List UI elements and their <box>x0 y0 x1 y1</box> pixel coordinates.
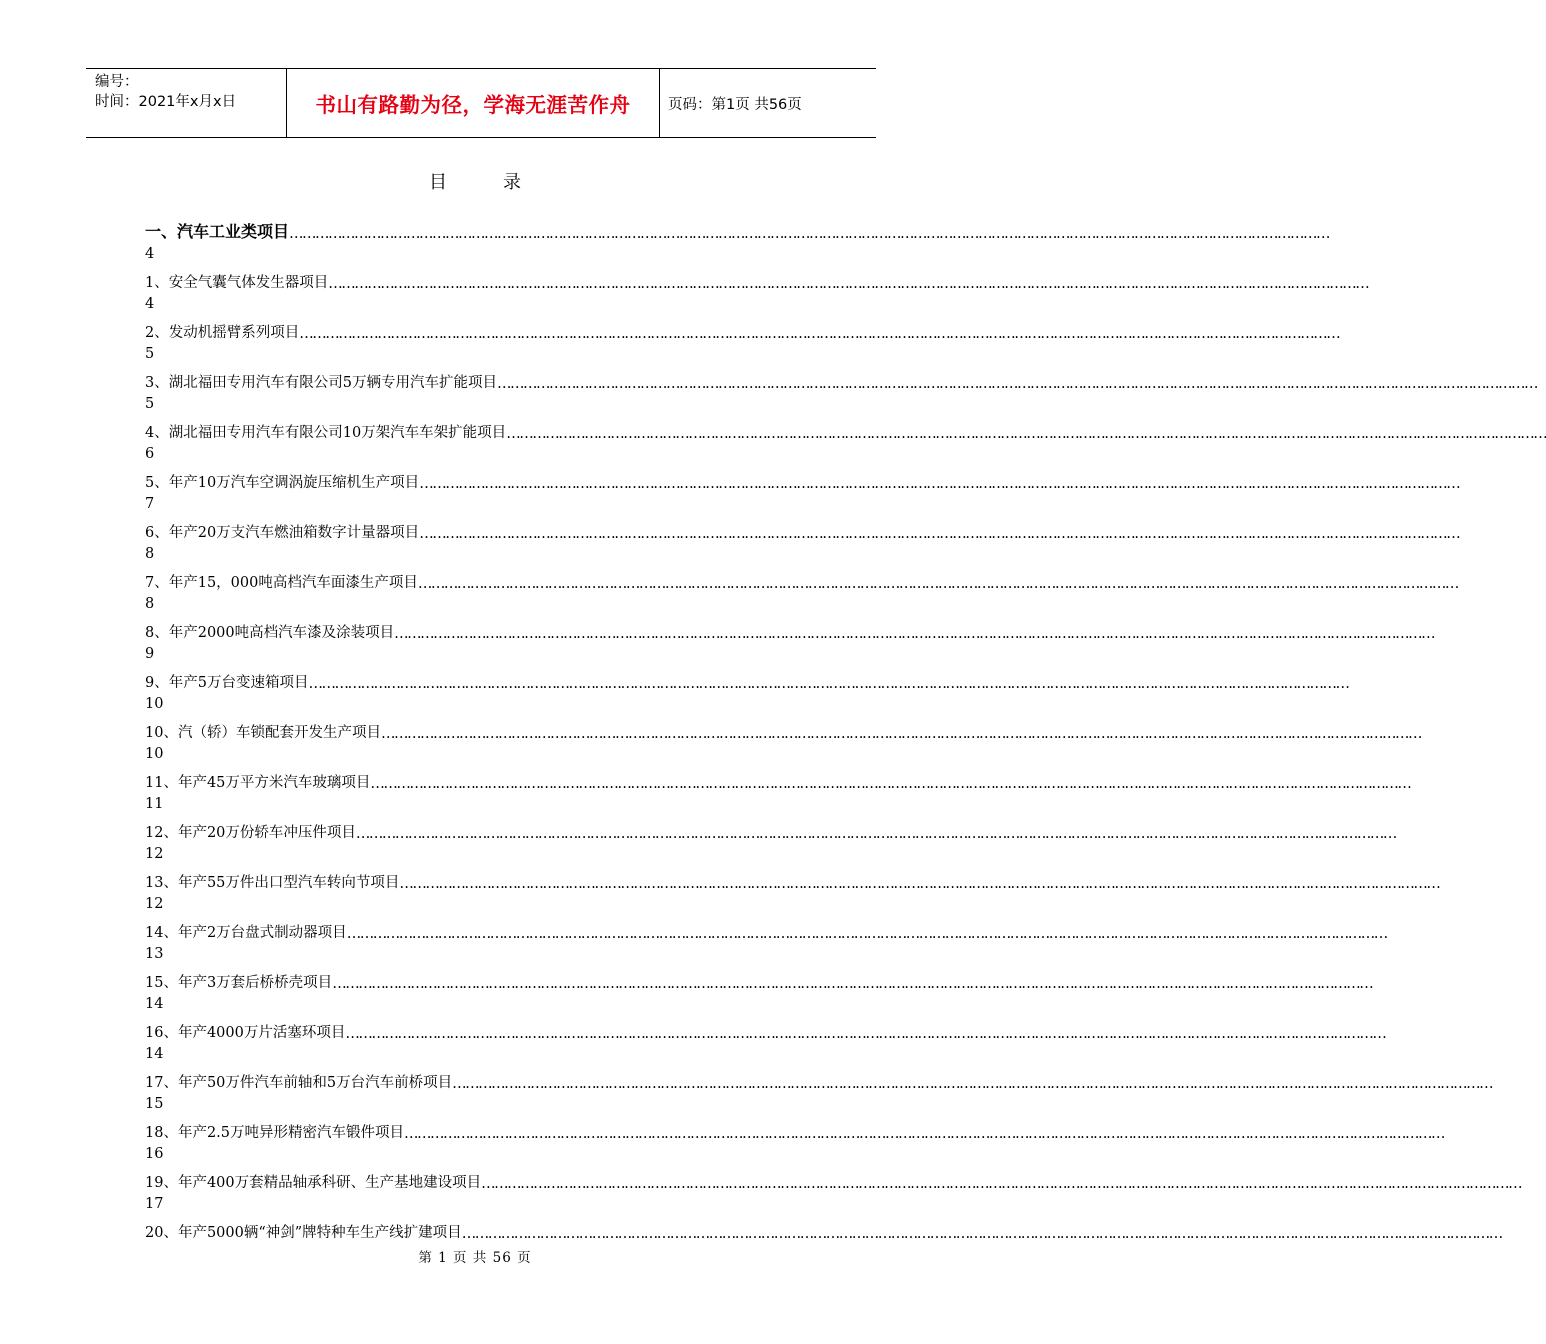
toc-leader-dots: …………………………………………………………………………………………………………………………………………………………………………………………………………………… <box>308 676 1349 692</box>
toc-entry-label: 1、安全气囊气体发生器项目 <box>145 275 329 291</box>
toc-entry-page: 9 <box>145 646 155 662</box>
toc-entry[interactable] <box>145 317 1340 367</box>
toc-leader-dots: …………………………………………………………………………………………………………………………………………………………………………………………………………………… <box>496 376 1537 392</box>
toc-leader-dots: …………………………………………………………………………………………………………………………………………………………………………………………………………………… <box>370 776 1411 792</box>
toc-entry-label: 5、年产10万汽车空调涡旋压缩机生产项目 <box>145 475 420 491</box>
toc-entry[interactable] <box>145 917 1387 967</box>
header-time-label: 时间：2021年x月x日 <box>95 94 237 110</box>
toc-entry-line <box>145 917 1387 942</box>
toc-entry-label: 19、年产400万套精品轴承科研、生产基地建设项目 <box>145 1175 482 1191</box>
header-motto: 书山有路勤为径，学海无涯苦作舟 <box>287 69 660 137</box>
toc-entry-page: 16 <box>145 1146 164 1162</box>
toc-entry-page: 15 <box>145 1096 164 1112</box>
toc-leader-dots: …………………………………………………………………………………………………………………………………………………………………………………………………………………… <box>404 1126 1445 1142</box>
toc-entry-line <box>145 317 1340 342</box>
toc-entry[interactable] <box>145 567 1458 617</box>
table-of-contents <box>145 217 1546 1267</box>
toc-entry-line <box>145 467 1460 492</box>
toc-entry[interactable] <box>145 817 1396 867</box>
toc-entry[interactable] <box>145 217 1330 267</box>
toc-entry-line <box>145 367 1537 392</box>
toc-leader-dots: …………………………………………………………………………………………………………………………………………………………………………………………………………………… <box>419 476 1460 492</box>
toc-entry-label: 11、年产45万平方米汽车玻璃项目 <box>145 775 371 791</box>
toc-entry[interactable] <box>145 717 1421 767</box>
toc-entry-line <box>145 617 1435 642</box>
toc-entry-page: 5 <box>145 346 155 362</box>
toc-entry[interactable] <box>145 767 1411 817</box>
toc-entry-line <box>145 967 1373 992</box>
toc-entry[interactable] <box>145 1167 1522 1217</box>
toc-entry-label: 17、年产50万件汽车前轴和5万台汽车前桥项目 <box>145 1075 453 1091</box>
toc-entry-line <box>145 1167 1522 1192</box>
toc-entry-page: 14 <box>145 1046 164 1062</box>
page-footer: 第 1 页 共 56 页 <box>418 1250 532 1266</box>
toc-entry[interactable] <box>145 417 1546 467</box>
toc-leader-dots: …………………………………………………………………………………………………………………………………………………………………………………………………………………… <box>332 976 1373 992</box>
toc-entry-label: 7、年产15，000吨高档汽车面漆生产项目 <box>145 575 418 591</box>
toc-entry-label: 20、年产5000辆“神剑”牌特种车生产线扩建项目 <box>145 1225 462 1241</box>
header-page-info: 页码：第1页 共56页 <box>668 96 802 113</box>
toc-entry-page: 6 <box>145 446 155 462</box>
toc-leader-dots: …………………………………………………………………………………………………………………………………………………………………………………………………………………… <box>419 526 1460 542</box>
toc-entry[interactable] <box>145 1067 1493 1117</box>
header-code-label: 编号： <box>95 74 139 90</box>
toc-entry-page: 11 <box>145 796 164 812</box>
toc-entry[interactable] <box>145 367 1537 417</box>
toc-entry-page: 4 <box>145 296 155 312</box>
toc-entry-page: 10 <box>145 696 164 712</box>
toc-entry-page: 8 <box>145 546 155 562</box>
toc-entry-page: 7 <box>145 496 155 512</box>
page-header <box>86 68 876 138</box>
toc-entry-line <box>145 667 1349 692</box>
toc-leader-dots: …………………………………………………………………………………………………………………………………………………………………………………………………………………… <box>417 576 1458 592</box>
toc-entry-line <box>145 517 1460 542</box>
toc-entry-label: 15、年产3万套后桥桥壳项目 <box>145 975 333 991</box>
toc-entry-page: 12 <box>145 896 164 912</box>
toc-entry-label: 一、汽车工业类项目 <box>145 222 290 241</box>
toc-entry[interactable] <box>145 1117 1445 1167</box>
toc-entry-label: 18、年产2.5万吨异形精密汽车锻件项目 <box>145 1125 405 1141</box>
toc-entry-label: 14、年产2万台盘式制动器项目 <box>145 925 347 941</box>
header-meta <box>86 69 287 137</box>
toc-entry-page: 17 <box>145 1196 164 1212</box>
toc-leader-dots: …………………………………………………………………………………………………………………………………………………………………………………………………………………… <box>355 826 1396 842</box>
toc-leader-dots: …………………………………………………………………………………………………………………………………………………………………………………………………………………… <box>328 276 1369 292</box>
toc-entry[interactable] <box>145 267 1369 317</box>
toc-entry-line <box>145 267 1369 292</box>
toc-leader-dots: …………………………………………………………………………………………………………………………………………………………………………………………………………………… <box>452 1076 1493 1092</box>
toc-leader-dots: …………………………………………………………………………………………………………………………………………………………………………………………………………………… <box>299 326 1340 342</box>
toc-entry-label: 2、发动机摇臂系列项目 <box>145 325 300 341</box>
toc-entry-label: 3、湖北福田专用汽车有限公司5万辆专用汽车扩能项目 <box>145 375 497 391</box>
toc-entry[interactable] <box>145 867 1440 917</box>
toc-entry-line <box>145 717 1421 742</box>
toc-entry-line <box>145 1217 1502 1242</box>
toc-entry[interactable] <box>145 1017 1386 1067</box>
toc-entry-label: 9、年产5万台变速箱项目 <box>145 675 309 691</box>
toc-entry[interactable] <box>145 967 1373 1017</box>
toc-entry-page: 8 <box>145 596 155 612</box>
toc-entry-label: 12、年产20万份轿车冲压件项目 <box>145 825 356 841</box>
toc-entry-line <box>145 567 1458 592</box>
toc-entry-page: 13 <box>145 946 164 962</box>
toc-entry-line <box>145 767 1411 792</box>
toc-entry-label: 6、年产20万支汽车燃油箱数字计量器项目 <box>145 525 420 541</box>
toc-leader-dots: …………………………………………………………………………………………………………………………………………………………………………………………………………………… <box>345 1026 1386 1042</box>
toc-entry-line <box>145 1117 1445 1142</box>
toc-entry[interactable] <box>145 617 1435 667</box>
toc-leader-dots: …………………………………………………………………………………………………………………………………………………………………………………………………………………… <box>461 1226 1502 1242</box>
toc-entry[interactable] <box>145 467 1460 517</box>
toc-entry-line <box>145 817 1396 842</box>
toc-entry-line <box>145 1067 1493 1092</box>
toc-entry-page: 12 <box>145 846 164 862</box>
toc-entry[interactable] <box>145 667 1349 717</box>
toc-entry-page: 4 <box>145 246 155 262</box>
toc-entry-label: 13、年产55万件出口型汽车转向节项目 <box>145 875 400 891</box>
toc-entry-page: 10 <box>145 746 164 762</box>
toc-entry-line <box>145 417 1546 442</box>
toc-entry-label: 10、汽（轿）车锁配套开发生产项目 <box>145 725 381 741</box>
toc-entry-page: 14 <box>145 996 164 1012</box>
toc-entry-line <box>145 1017 1386 1042</box>
toc-entry-line <box>145 867 1440 892</box>
toc-leader-dots: …………………………………………………………………………………………………………………………………………………………………………………………………………………… <box>481 1176 1522 1192</box>
toc-entry-label: 4、湖北福田专用汽车有限公司10万架汽车车架扩能项目 <box>145 425 507 441</box>
toc-leader-dots: …………………………………………………………………………………………………………………………………………………………………………………………………………………… <box>346 926 1387 942</box>
toc-title: 目录 <box>429 172 577 193</box>
toc-leader-dots: …………………………………………………………………………………………………………………………………………………………………………………………………………………… <box>380 726 1421 742</box>
toc-entry-label: 8、年产2000吨高档汽车漆及涂装项目 <box>145 625 395 641</box>
toc-leader-dots: …………………………………………………………………………………………………………………………………………………………………………………………………………………… <box>394 626 1435 642</box>
toc-leader-dots: …………………………………………………………………………………………………………………………………………………………………………………………………………………… <box>399 876 1440 892</box>
toc-leader-dots: …………………………………………………………………………………………………………………………………………………………………………………………………………………… <box>289 226 1330 242</box>
toc-entry-page: 5 <box>145 396 155 412</box>
toc-entry-line <box>145 217 1330 242</box>
toc-leader-dots: …………………………………………………………………………………………………………………………………………………………………………………………………………………… <box>506 426 1546 442</box>
toc-entry-label: 16、年产4000万片活塞环项目 <box>145 1025 346 1041</box>
toc-entry[interactable] <box>145 517 1460 567</box>
